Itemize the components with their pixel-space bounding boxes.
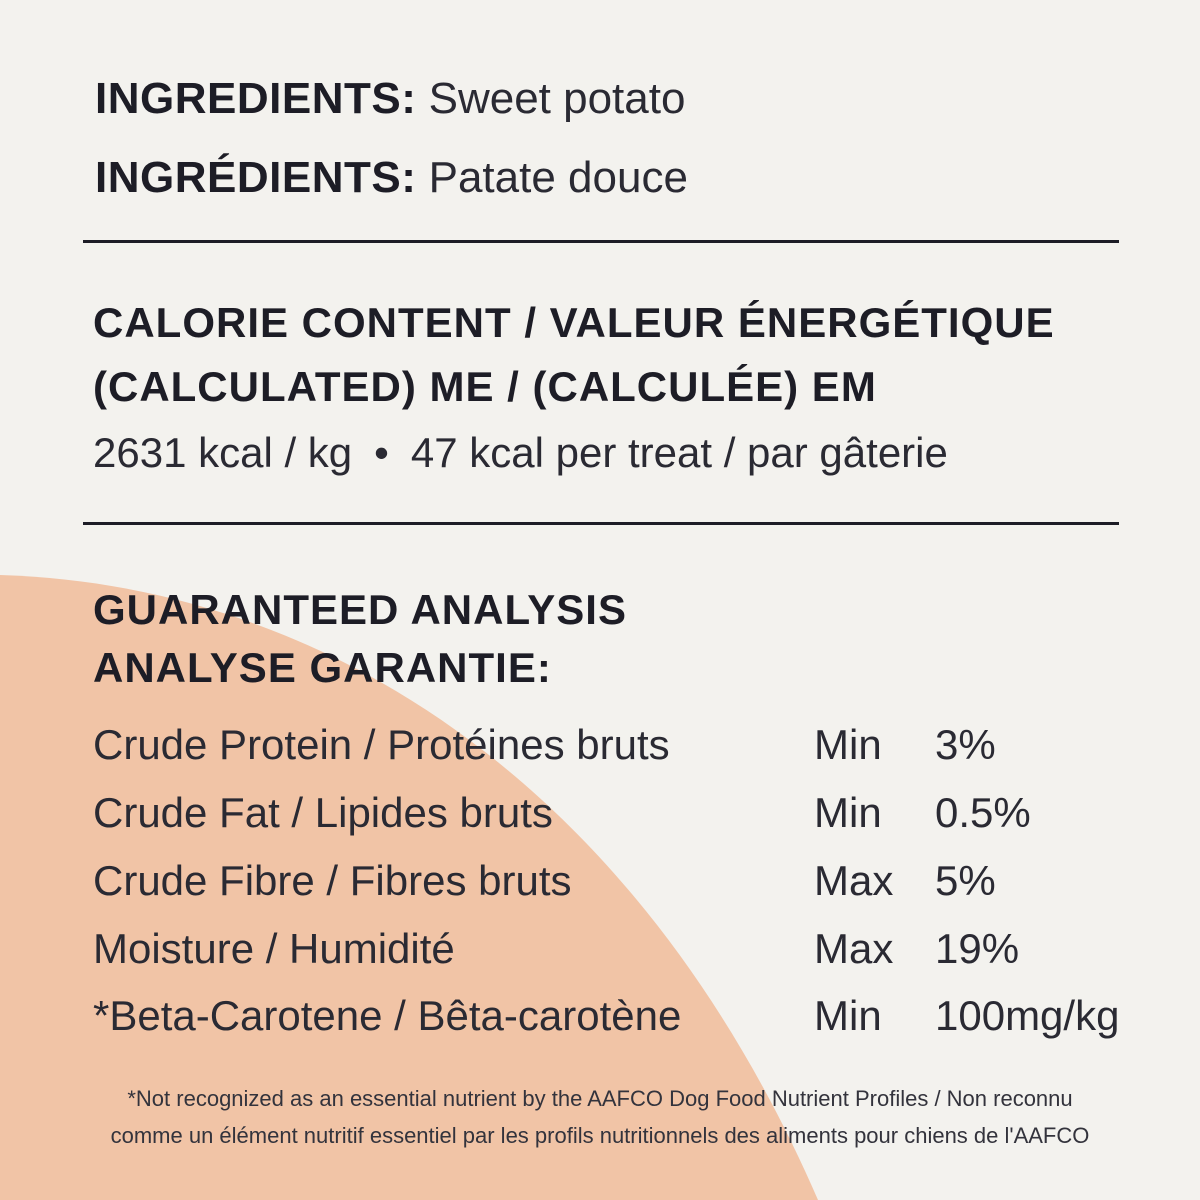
ingredients-en-label: INGREDIENTS: [95, 74, 417, 123]
nutrient-min-max: Max [814, 925, 894, 972]
analysis-row [93, 715, 1173, 775]
nutrient-min-max: Min [814, 992, 882, 1039]
bullet-separator: • [374, 429, 389, 476]
analysis-heading-line2: ANALYSE GARANTIE: [93, 644, 552, 691]
kcal-per-kg: 2631 kcal / kg [93, 429, 353, 476]
divider-2 [83, 522, 1119, 525]
calorie-heading-line2: (CALCULATED) ME / (CALCULÉE) EM [93, 363, 877, 410]
nutrient-name: Crude Fat / Lipides bruts [93, 789, 553, 836]
nutrient-min-max: Max [814, 857, 894, 904]
kcal-per-treat: 47 kcal per treat / par gâterie [410, 429, 948, 476]
ingredients-en [95, 74, 685, 124]
nutrient-name: Crude Protein / Protéines bruts [93, 721, 670, 768]
nutrient-amount: 5% [935, 857, 996, 904]
nutrient-name: Crude Fibre / Fibres bruts [93, 857, 572, 904]
nutrient-name: *Beta-Carotene / Bêta-carotène [93, 992, 682, 1039]
analysis-row [93, 851, 1173, 911]
analysis-row [93, 783, 1173, 843]
nutrient-amount: 3% [935, 721, 996, 768]
ingredients-fr [95, 153, 688, 203]
footnote-line1: *Not recognized as an essential nutrient by the AAFCO Dog Food Nutrient Profiles / Non reconnu [127, 1086, 1073, 1111]
ingredients-fr-label: INGRÉDIENTS: [95, 153, 417, 202]
nutrient-min-max: Min [814, 721, 882, 768]
nutrient-min-max: Min [814, 789, 882, 836]
analysis-row [93, 919, 1173, 979]
analysis-heading-line1: GUARANTEED ANALYSIS [93, 586, 627, 633]
nutrient-amount: 0.5% [935, 789, 1031, 836]
nutrient-amount: 100mg/kg [935, 992, 1120, 1039]
calorie-heading-line1: CALORIE CONTENT / VALEUR ÉNERGÉTIQUE [93, 299, 1055, 346]
ingredients-fr-value: Patate douce [428, 153, 688, 202]
calorie-values [93, 428, 948, 478]
nutrient-amount: 19% [935, 925, 1020, 972]
footnote-line2: comme un élément nutritif essentiel par les profils nutritionnels des aliments pour chiens de l'AAFCO [110, 1123, 1090, 1148]
ingredients-en-value: Sweet potato [428, 74, 686, 123]
nutrient-name: Moisture / Humidité [93, 925, 455, 972]
analysis-row [93, 986, 1173, 1046]
divider-1 [83, 240, 1119, 243]
